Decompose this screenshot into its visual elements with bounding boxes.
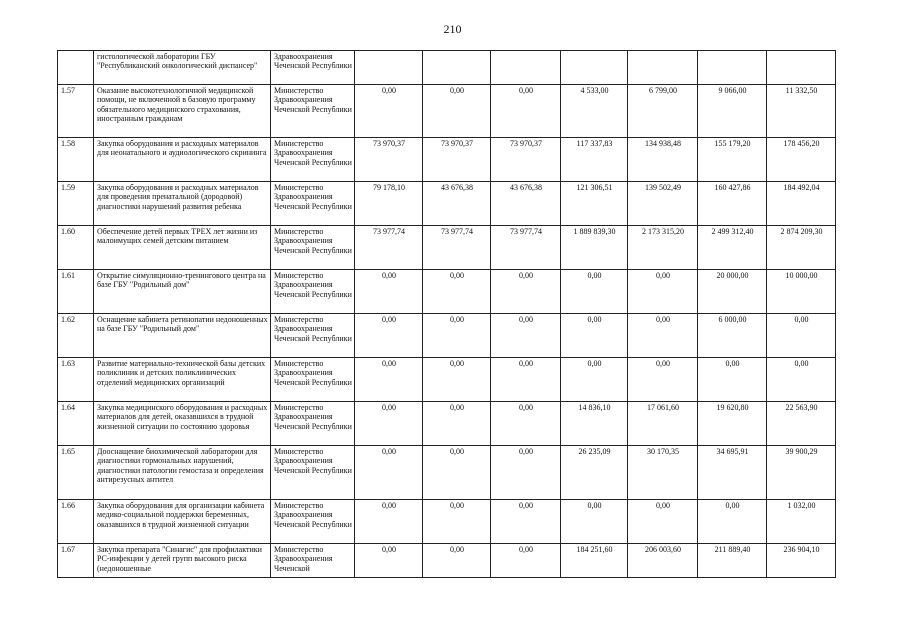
funding-value-cell: 0,00 xyxy=(561,500,628,544)
table-row xyxy=(58,446,836,500)
funding-value-cell xyxy=(767,51,836,85)
measure-description-cell: Дооснащение биохимической лаборатории для диагностики гормональных нарушений, диагностики патологии гемостаза и определения антирезусных антител xyxy=(94,446,271,500)
row-number-cell: 1.57 xyxy=(58,85,94,138)
funding-value-cell: 0,00 xyxy=(355,314,423,358)
funding-value-cell: 0,00 xyxy=(561,314,628,358)
funding-value-cell: 0,00 xyxy=(355,544,423,578)
funding-value-cell: 0,00 xyxy=(698,358,767,402)
executor-cell: Министерство Здравоохранения Чеченской Республики xyxy=(271,500,355,544)
executor-cell: Министерство Здравоохранения Чеченской Республики xyxy=(271,314,355,358)
table-row xyxy=(58,182,836,226)
funding-value-cell: 0,00 xyxy=(698,500,767,544)
funding-value-cell: 0,00 xyxy=(491,402,561,446)
funding-value-cell: 0,00 xyxy=(423,358,491,402)
measure-description-cell: Закупка оборудования и расходных материалов для неонатального и аудиологического скрининга xyxy=(94,138,271,182)
funding-value-cell: 30 170,35 xyxy=(628,446,698,500)
row-number-cell: 1.60 xyxy=(58,226,94,270)
funding-value-cell: 178 456,20 xyxy=(767,138,836,182)
row-number-cell: 1.62 xyxy=(58,314,94,358)
funding-value-cell: 0,00 xyxy=(628,270,698,314)
funding-value-cell: 0,00 xyxy=(423,270,491,314)
funding-value-cell: 0,00 xyxy=(423,544,491,578)
executor-cell: Министерство Здравоохранения Чеченской Республики xyxy=(271,358,355,402)
table-row xyxy=(58,138,836,182)
funding-value-cell: 0,00 xyxy=(423,85,491,138)
table-row xyxy=(58,314,836,358)
measure-description-cell: Обеспечение детей первых ТРЕХ лет жизни из малоимущих семей детским питанием xyxy=(94,226,271,270)
funding-value-cell: 0,00 xyxy=(491,358,561,402)
measure-description-cell: Развитие материально-технической базы детских поликлиник и детских поликлинических отделений медицинских организаций xyxy=(94,358,271,402)
measure-description-cell: Закупка медицинского оборудования и расходных материалов для детей, оказавшихся в трудной жизненной ситуации по состоянию здоровья xyxy=(94,402,271,446)
funding-value-cell: 2 499 312,40 xyxy=(698,226,767,270)
funding-value-cell: 0,00 xyxy=(355,500,423,544)
funding-value-cell: 0,00 xyxy=(423,446,491,500)
funding-value-cell: 0,00 xyxy=(423,314,491,358)
row-number-cell: 1.58 xyxy=(58,138,94,182)
funding-value-cell: 0,00 xyxy=(628,500,698,544)
executor-cell: Министерство Здравоохранения Чеченской Республики xyxy=(271,182,355,226)
funding-value-cell: 0,00 xyxy=(491,500,561,544)
funding-value-cell xyxy=(561,51,628,85)
funding-value-cell: 0,00 xyxy=(767,314,836,358)
funding-value-cell: 73 977,74 xyxy=(423,226,491,270)
funding-value-cell xyxy=(423,51,491,85)
funding-value-cell: 17 061,60 xyxy=(628,402,698,446)
funding-value-cell: 121 306,51 xyxy=(561,182,628,226)
funding-value-cell: 19 620,80 xyxy=(698,402,767,446)
funding-value-cell: 1 889 839,30 xyxy=(561,226,628,270)
measure-description-cell: Закупка оборудования для организации кабинета медико-социальной поддержки беременных, оказавшихся в трудной жизненной ситуации xyxy=(94,500,271,544)
funding-value-cell: 73 977,74 xyxy=(491,226,561,270)
measure-description-cell: гистологической лаборатории ГБУ "Республиканский онкологический диспансер" xyxy=(94,51,271,85)
row-number-cell: 1.59 xyxy=(58,182,94,226)
measure-description-cell: Закупка оборудования и расходных материалов для проведения пренатальной (дородовой) диагностики нарушений развития ребенка xyxy=(94,182,271,226)
funding-value-cell: 14 836,10 xyxy=(561,402,628,446)
funding-value-cell: 0,00 xyxy=(491,446,561,500)
funding-value-cell: 1 032,00 xyxy=(767,500,836,544)
executor-cell: Министерство Здравоохранения Чеченской Республики xyxy=(271,138,355,182)
table-row xyxy=(58,85,836,138)
table-row xyxy=(58,500,836,544)
funding-value-cell: 0,00 xyxy=(561,270,628,314)
funding-value-cell: 73 970,37 xyxy=(491,138,561,182)
table-body xyxy=(58,51,836,578)
row-number-cell: 1.61 xyxy=(58,270,94,314)
executor-cell: Министерство Здравоохранения Чеченской Республики xyxy=(271,402,355,446)
funding-value-cell: 117 337,83 xyxy=(561,138,628,182)
executor-cell: Министерство Здравоохранения Чеченской Республики xyxy=(271,270,355,314)
row-number-cell: 1.63 xyxy=(58,358,94,402)
funding-value-cell: 2 173 315,20 xyxy=(628,226,698,270)
funding-value-cell: 236 904,10 xyxy=(767,544,836,578)
funding-value-cell: 184 251,60 xyxy=(561,544,628,578)
funding-value-cell: 134 938,48 xyxy=(628,138,698,182)
funding-value-cell: 0,00 xyxy=(491,314,561,358)
funding-value-cell: 43 676,38 xyxy=(423,182,491,226)
funding-value-cell: 139 502,49 xyxy=(628,182,698,226)
funding-value-cell: 160 427,86 xyxy=(698,182,767,226)
funding-value-cell xyxy=(698,51,767,85)
funding-value-cell: 6 000,00 xyxy=(698,314,767,358)
funding-value-cell: 184 492,04 xyxy=(767,182,836,226)
funding-value-cell: 0,00 xyxy=(628,358,698,402)
page-number: 210 xyxy=(443,22,462,36)
table-row xyxy=(58,270,836,314)
executor-cell: Министерство Здравоохранения Чеченской Республики xyxy=(271,85,355,138)
measure-description-cell: Оснащение кабинета ретинопатии недоношенных на базе ГБУ "Родильный дом" xyxy=(94,314,271,358)
funding-value-cell: 73 977,74 xyxy=(355,226,423,270)
funding-value-cell: 0,00 xyxy=(355,270,423,314)
measure-description-cell: Открытие симуляционно-тренингового центра на базе ГБУ "Родильный дом" xyxy=(94,270,271,314)
funding-value-cell: 0,00 xyxy=(491,544,561,578)
funding-value-cell: 0,00 xyxy=(628,314,698,358)
funding-value-cell: 0,00 xyxy=(355,358,423,402)
funding-value-cell: 9 066,00 xyxy=(698,85,767,138)
funding-value-cell: 206 003,60 xyxy=(628,544,698,578)
funding-value-cell: 0,00 xyxy=(423,402,491,446)
measure-description-cell: Закупка препарата "Синагис" для профилактики РС-инфекции у детей групп высокого риска (недоношенные xyxy=(94,544,271,578)
funding-value-cell: 0,00 xyxy=(491,85,561,138)
row-number-cell: 1.67 xyxy=(58,544,94,578)
funding-value-cell: 0,00 xyxy=(423,500,491,544)
funding-value-cell: 26 235,09 xyxy=(561,446,628,500)
table-row xyxy=(58,358,836,402)
funding-value-cell: 0,00 xyxy=(491,270,561,314)
funding-value-cell: 0,00 xyxy=(355,402,423,446)
funding-value-cell: 34 695,91 xyxy=(698,446,767,500)
executor-cell: Министерство Здравоохранения Чеченской Республики xyxy=(271,446,355,500)
funding-value-cell: 0,00 xyxy=(355,85,423,138)
funding-value-cell: 0,00 xyxy=(767,358,836,402)
funding-value-cell: 73 970,37 xyxy=(355,138,423,182)
row-number-cell: 1.66 xyxy=(58,500,94,544)
measure-description-cell: Оказание высокотехнологичной медицинской помощи, не включенной в базовую программу обязательного медицинского страхования, иностранным гражданам xyxy=(94,85,271,138)
executor-cell: Министерство Здравоохранения Чеченской xyxy=(271,544,355,578)
funding-value-cell xyxy=(628,51,698,85)
executor-cell: Министерство Здравоохранения Чеченской Республики xyxy=(271,226,355,270)
funding-value-cell: 11 332,50 xyxy=(767,85,836,138)
funding-value-cell: 155 179,20 xyxy=(698,138,767,182)
table-row xyxy=(58,544,836,578)
table-row-continued xyxy=(58,51,836,85)
table-row xyxy=(58,402,836,446)
program-measures-table xyxy=(57,50,836,578)
funding-value-cell: 211 889,40 xyxy=(698,544,767,578)
funding-value-cell: 0,00 xyxy=(561,358,628,402)
row-number-cell: 1.64 xyxy=(58,402,94,446)
executor-cell: Здравоохранения Чеченской Республики xyxy=(271,51,355,85)
funding-value-cell xyxy=(355,51,423,85)
row-number-cell: 1.65 xyxy=(58,446,94,500)
row-number-cell xyxy=(58,51,94,85)
funding-value-cell: 79 178,10 xyxy=(355,182,423,226)
funding-value-cell: 39 900,29 xyxy=(767,446,836,500)
funding-value-cell: 43 676,38 xyxy=(491,182,561,226)
table-row xyxy=(58,226,836,270)
funding-value-cell: 22 563,90 xyxy=(767,402,836,446)
funding-value-cell: 73 970,37 xyxy=(423,138,491,182)
funding-value-cell: 4 533,00 xyxy=(561,85,628,138)
funding-value-cell: 10 000,00 xyxy=(767,270,836,314)
funding-value-cell: 2 874 209,30 xyxy=(767,226,836,270)
funding-value-cell: 0,00 xyxy=(355,446,423,500)
funding-value-cell: 20 000,00 xyxy=(698,270,767,314)
funding-value-cell xyxy=(491,51,561,85)
funding-value-cell: 6 799,00 xyxy=(628,85,698,138)
